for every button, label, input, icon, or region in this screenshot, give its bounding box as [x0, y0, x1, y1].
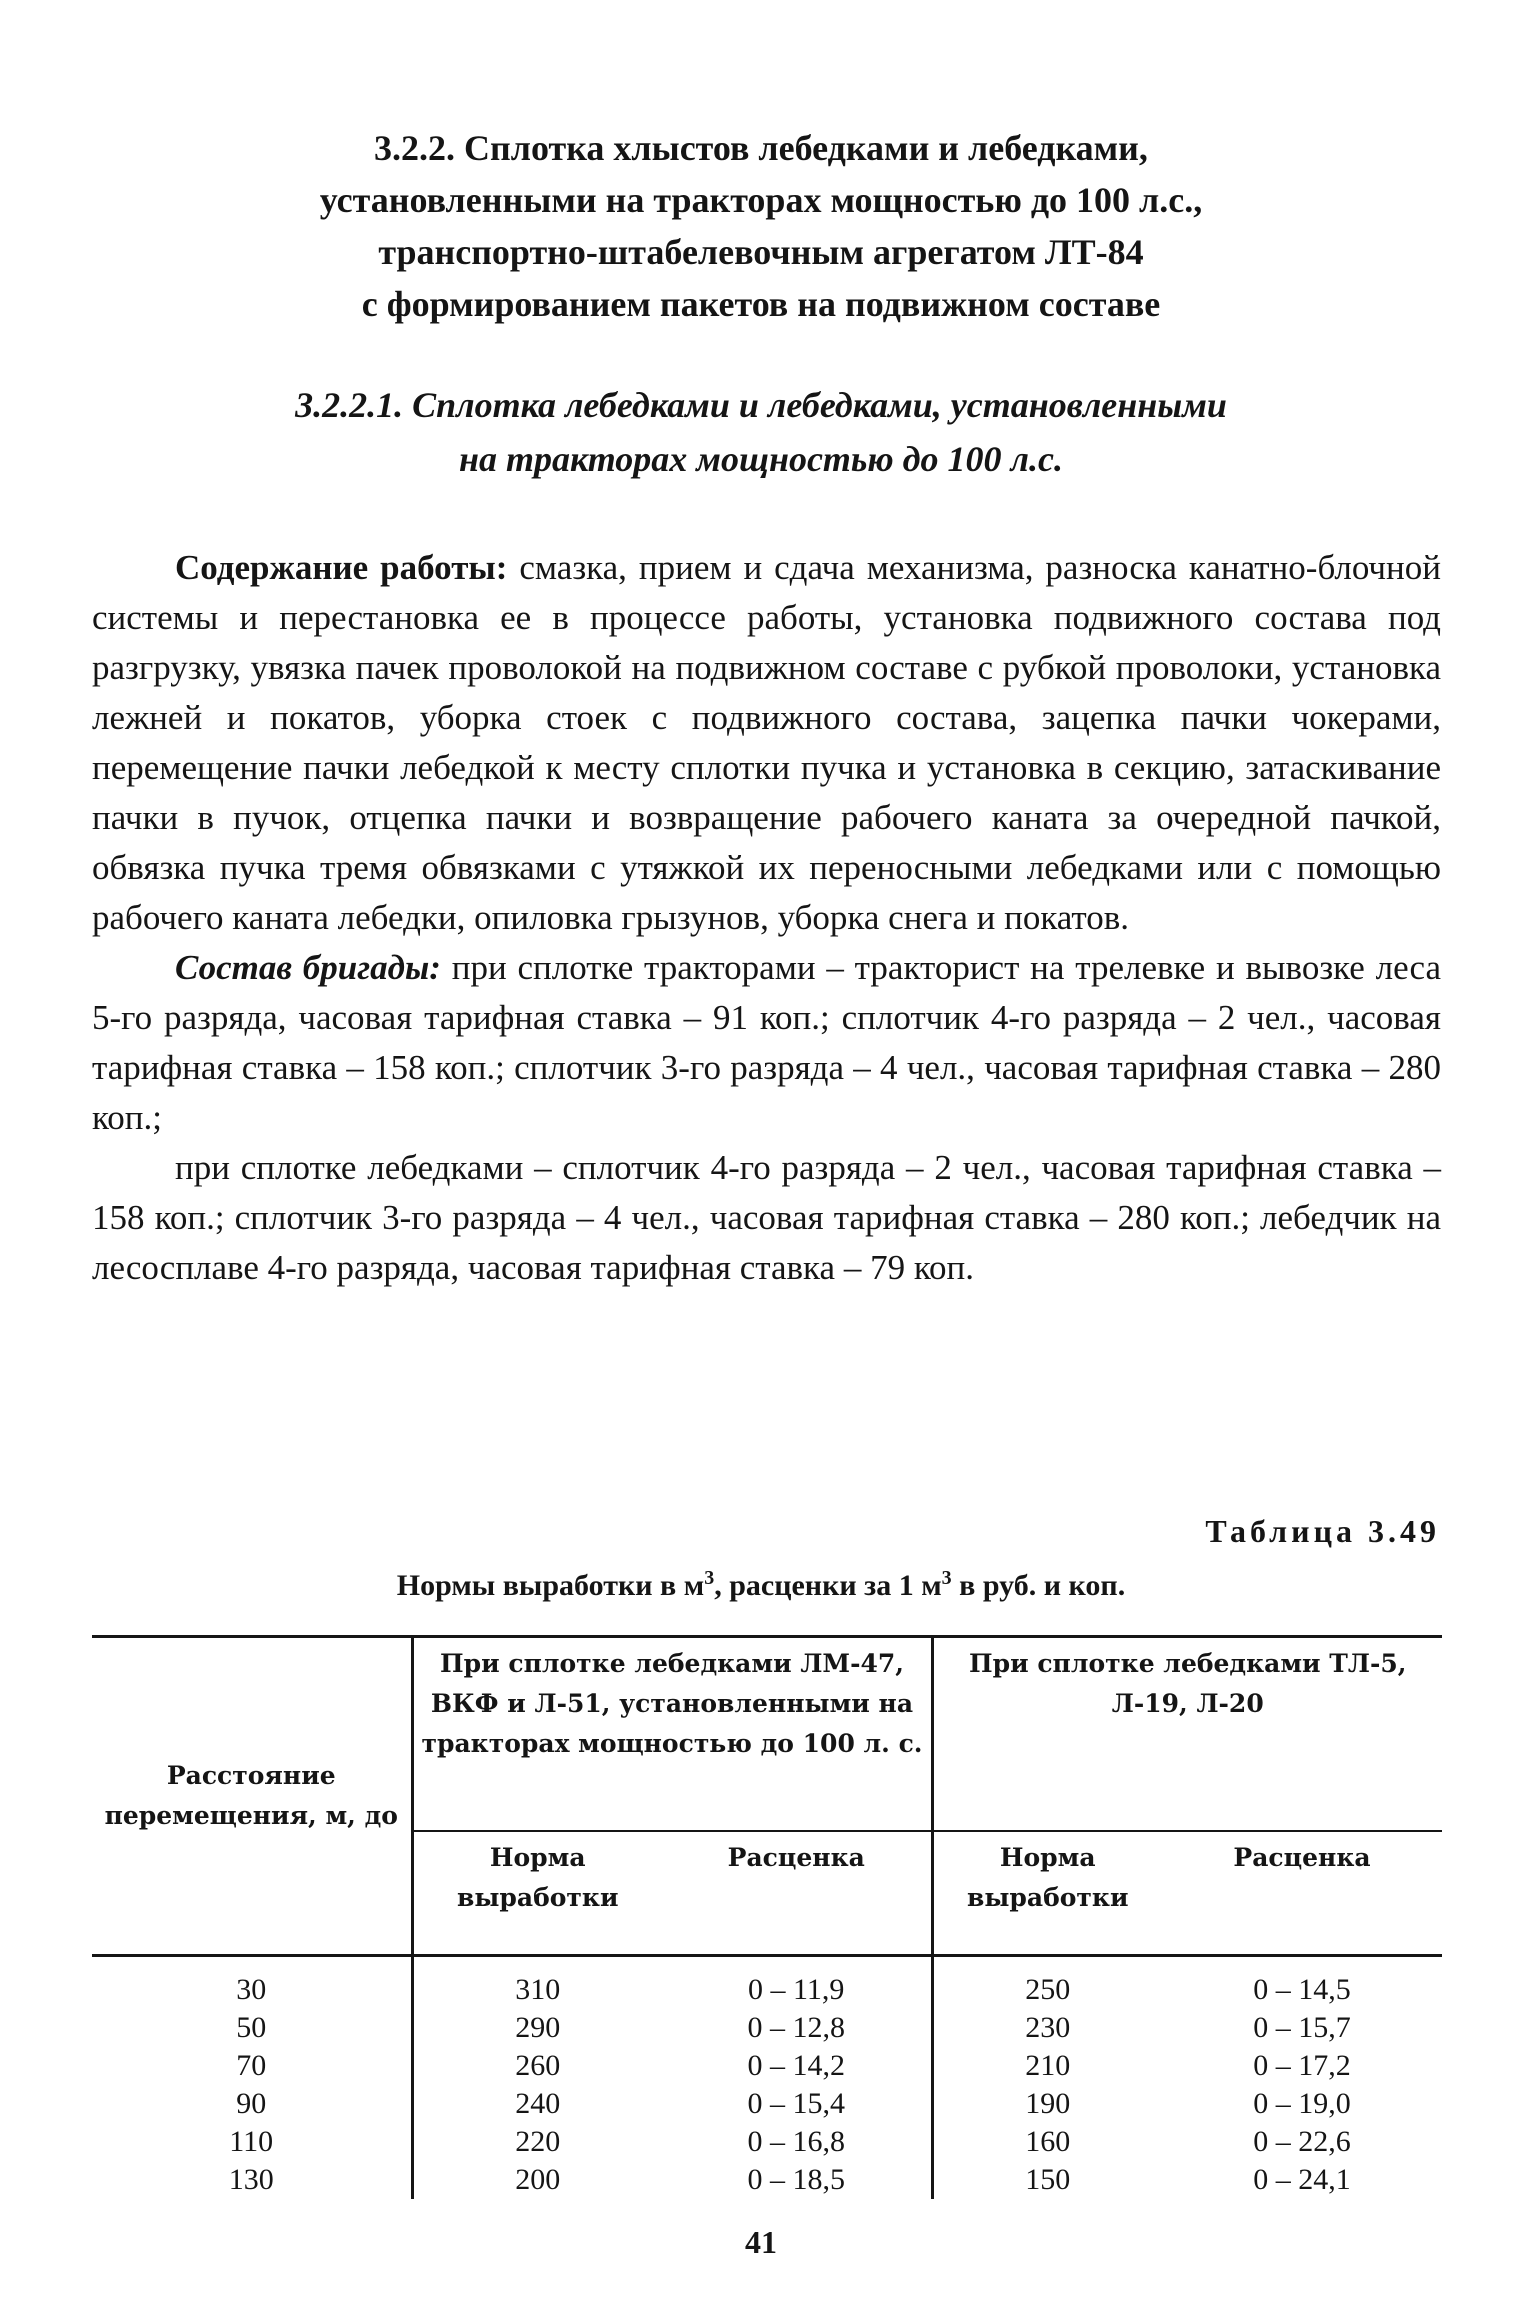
table-label: Таблица 3.49 [1205, 1513, 1440, 1549]
cell-rate-1: 0 – 15,4 [747, 2087, 845, 2120]
cell-distance: 110 [229, 2125, 274, 2158]
table-caption [150, 1567, 1372, 1603]
header-norm-2: Норма выработки [932, 1831, 1162, 1956]
crew-paragraph [92, 943, 1441, 1143]
table-row [92, 2009, 1442, 2047]
caption-part: , расценки за 1 м [714, 1569, 942, 1602]
cell-rate-1: 0 – 12,8 [747, 2011, 845, 2044]
caption-sup: 3 [704, 1567, 715, 1589]
cell-norm-2: 160 [932, 2123, 1162, 2161]
cell-distance: 70 [236, 2049, 267, 2082]
cell-norm-1: 240 [412, 2085, 662, 2123]
table-row [92, 1956, 1442, 2010]
header-norm-1: Норма выработки [412, 1831, 662, 1956]
cell-norm-1: 310 [412, 1956, 662, 2010]
cell-rate-2: 0 – 22,6 [1253, 2125, 1351, 2158]
cell-rate-2: 0 – 17,2 [1253, 2049, 1351, 2082]
work-text: смазка, прием и сдача механизма, разноска канатно-блочной системы и перестановка ее в процессе работы, установка подвижного состава под разгрузку, увязка пачек проволокой на подвижном составе с рубкой проволоки, установка лежней и покатов, уборка стоек с подвижного состава, зацепка пачки чокерами, перемещение пачки лебедкой к месту сплотки пучка и установка в секцию, затаскивание пачки в пучок, отцепка пачки и возвращение рабочего каната за очередной пачкой, обвязка пучка тремя обвязками с утяжкой их переносными лебедками или с помощью рабочего каната лебедки, опиловка грызунов, уборка снега и покатов. [92, 548, 1441, 937]
cell-distance: 130 [228, 2163, 274, 2196]
crew-text-2: при сплотке лебедками – сплотчик 4-го разряда – 2 чел., часовая тарифная ставка – 158 коп.; сплотчик 3-го разряда – 4 чел., часовая тарифная ставка – 280 коп.; лебедчик на лесосплаве 4-го разряда, часовая тарифная ставка – 79 коп. [92, 1148, 1441, 1287]
header-group-tl5: При сплотке лебедками ТЛ-5, Л-19, Л-20 [932, 1637, 1442, 1832]
page-number: 41 [745, 2224, 777, 2260]
table-row [92, 2047, 1442, 2085]
crew-paragraph-2 [92, 1143, 1441, 1293]
cell-distance: 30 [236, 1973, 267, 2006]
table-row [92, 2161, 1442, 2199]
heading-line: транспортно-штабелевочным агрегатом ЛТ-84 [378, 232, 1144, 272]
crew-text: при сплотке тракторами – тракторист на трелевке и вывозке леса 5-го разряда, часовая тарифная ставка – 91 коп.; сплотчик 4-го разряда – 2 чел., часовая тарифная ставка – 158 коп.; сплотчик 3-го разряда – 4 чел., часовая тарифная ставка – 280 коп.; [92, 948, 1442, 1137]
caption-sup: 3 [941, 1567, 952, 1589]
crew-label: Состав бригады: [175, 948, 441, 987]
cell-norm-2: 190 [932, 2085, 1162, 2123]
work-paragraph [92, 543, 1441, 943]
subheading-line: на тракторах мощностью до 100 л.с. [459, 439, 1063, 479]
heading-line: установленными на тракторах мощностью до 100 л.с., [319, 180, 1203, 220]
cell-norm-2: 230 [932, 2009, 1162, 2047]
subheading-line: 3.2.2.1. Сплотка лебедками и лебедками, установленными [295, 385, 1227, 425]
body-text [92, 543, 1441, 1293]
cell-norm-1: 290 [412, 2009, 662, 2047]
caption-part: в руб. и коп. [951, 1569, 1126, 1602]
cell-rate-1: 0 – 18,5 [747, 2163, 845, 2196]
cell-rate-1: 0 – 11,9 [748, 1973, 845, 2006]
norms-table [92, 1635, 1442, 2199]
heading-line: с формированием пакетов на подвижном составе [361, 284, 1161, 324]
cell-norm-1: 220 [412, 2123, 662, 2161]
cell-norm-2: 250 [932, 1956, 1162, 2010]
cell-distance: 90 [236, 2087, 267, 2120]
cell-rate-2: 0 – 19,0 [1253, 2087, 1351, 2120]
work-label: Содержание работы: [175, 548, 508, 587]
cell-rate-2: 0 – 15,7 [1253, 2011, 1351, 2044]
header-rate-2: Расценка [1233, 1843, 1371, 1872]
table-header-row [92, 1637, 1442, 1832]
cell-rate-2: 0 – 24,1 [1253, 2163, 1351, 2196]
header-group-lm47: При сплотке лебедками ЛМ-47, ВКФ и Л-51, установленными на тракторах мощностью до 100 л. с. [412, 1637, 932, 1832]
subsection-heading [150, 378, 1372, 486]
cell-rate-1: 0 – 14,2 [747, 2049, 845, 2082]
cell-rate-2: 0 – 14,5 [1253, 1973, 1351, 2006]
cell-distance: 50 [236, 2011, 267, 2044]
section-heading [150, 122, 1372, 330]
caption-part: Нормы выработки в м [396, 1569, 705, 1602]
cell-norm-2: 210 [932, 2047, 1162, 2085]
cell-rate-1: 0 – 16,8 [747, 2125, 845, 2158]
cell-norm-2: 150 [932, 2161, 1162, 2199]
cell-norm-1: 260 [412, 2047, 662, 2085]
cell-norm-1: 200 [412, 2161, 662, 2199]
table-row [92, 2085, 1442, 2123]
table-row [92, 2123, 1442, 2161]
header-distance: Расстояние перемещения, м, до [92, 1637, 412, 1956]
heading-line: 3.2.2. Сплотка хлыстов лебедками и лебедками, [374, 128, 1148, 168]
header-rate-1: Расценка [727, 1843, 865, 1872]
